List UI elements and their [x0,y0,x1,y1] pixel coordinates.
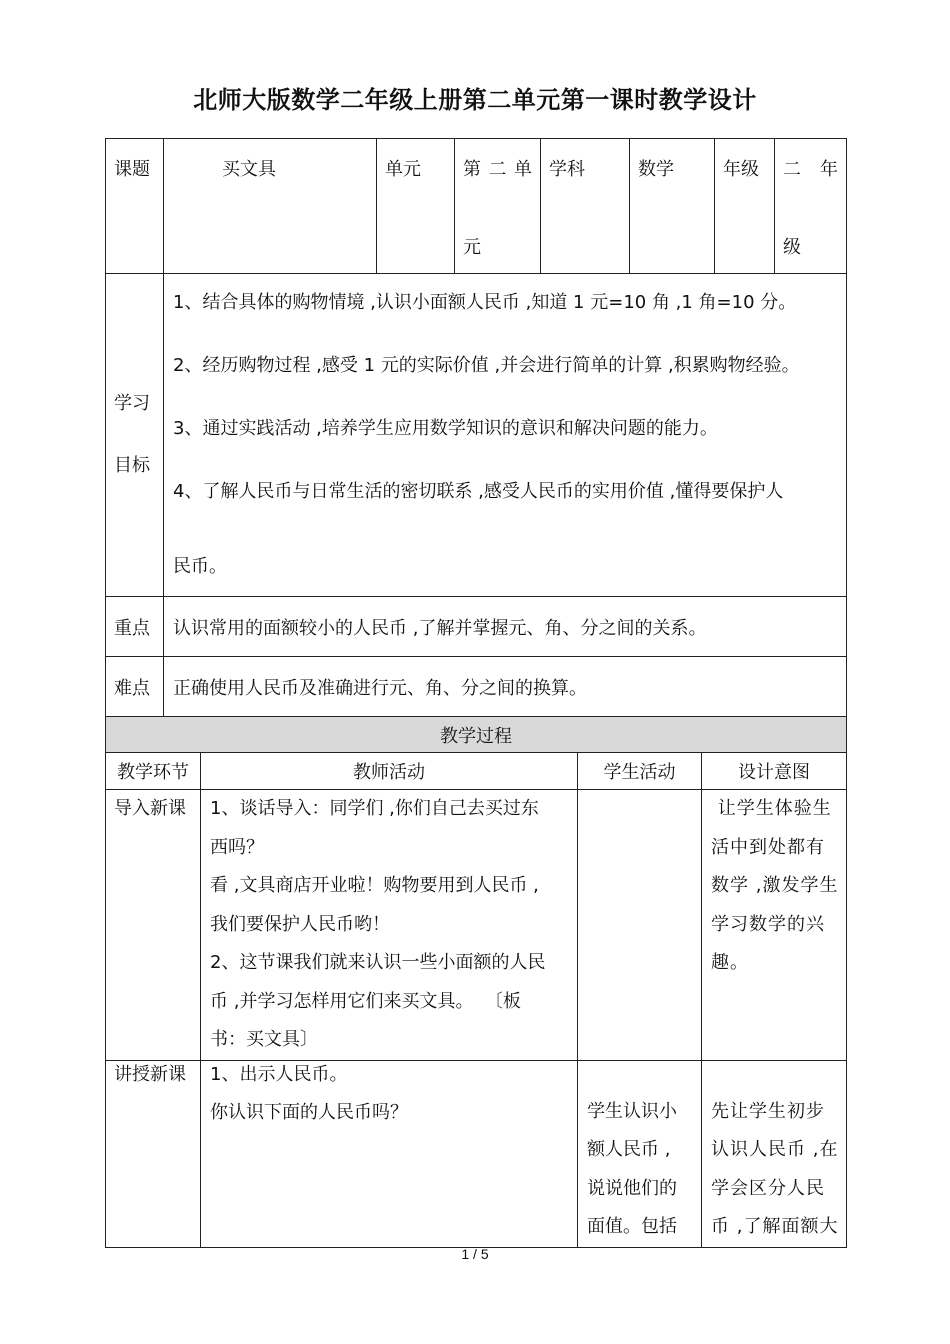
column-header: 设计意图 [702,753,847,790]
design-intent [702,790,846,983]
student-line: 学生认识小 [587,1100,677,1122]
design-intent-cell [702,790,847,1061]
objectives-label-line: 目标 [114,455,150,476]
intent-line: 学习数学的兴 [711,913,825,935]
topic-value-cell [164,139,377,274]
column-header: 教学环节 [106,753,201,790]
document-title: 北师大版数学二年级上册第二单元第一课时教学设计 [193,86,757,114]
teacher-line: 2、这节课我们就来认识一些小面额的人民 [210,952,546,973]
student-activity [578,1061,701,1247]
grade-label: 年级 [723,159,759,180]
table-row [106,1060,847,1247]
key-point-text: 认识常用的面额较小的人民币 ,了解并掌握元、角、分之间的关系。 [173,617,707,639]
unit-value-char: 第 [463,159,481,180]
unit-label: 单元 [385,159,421,180]
teacher-line: 1、谈话导入：同学们 ,你们自己去买过东 [210,798,539,819]
teacher-line: 西吗？ [210,836,264,858]
objectives-label [106,373,163,497]
stage-cell [106,1060,201,1247]
difficulty-text: 正确使用人民币及准确进行元、角、分之间的换算。 [173,677,587,699]
intent-line: 活中到处都有 [711,836,825,858]
column-header: 学生活动 [578,753,702,790]
design-intent [702,1061,846,1247]
unit-value-char: 二 [488,159,507,180]
teacher-line: 1、出示人民币。 [210,1063,348,1085]
intent-line: 币 ,了解面额大 [711,1216,839,1237]
key-point-label-cell [106,597,164,657]
objectives-label-line: 学习 [114,393,150,414]
objectives-label-cell [106,274,164,597]
unit-value-char: 单 [514,159,532,180]
unit-value-line1 [455,139,540,181]
student-activity-cell [578,790,702,1061]
subject-label: 学科 [549,159,585,180]
stage-label: 讲授新课 [114,1063,186,1085]
objectives-list [164,274,846,578]
intent-line: 数学 ,激发学生 [711,875,839,896]
stage-cell [106,790,201,1061]
teacher-activity [201,1061,577,1127]
objective-item: 2、经历购物过程 ,感受 1 元的实际价值 ,并会进行简单的计算 ,积累购物经验。 [173,355,800,376]
page-number: 1 / 5 [461,1246,489,1262]
key-point-cell [164,597,847,657]
subject-label-cell [541,139,630,274]
objective-item: 1、结合具体的购物情境 ,认识小面额人民币 ,知道 1 元=10 角 ,1 角=10 分。 [173,292,797,313]
unit-value-line2: 元 [463,237,481,258]
teacher-line: 我们要保护人民币哟！ [210,913,390,935]
teacher-line: 你认识下面的人民币吗？ [210,1101,408,1123]
student-activity-cell [578,1060,702,1247]
intent-line: 认识人民币 ,在 [711,1139,839,1160]
topic-label: 课题 [114,159,150,180]
unit-value-cell [455,139,541,274]
objectives-cell [164,274,847,597]
intent-line: 趣。 [711,952,749,973]
grade-value-char: 二 [783,159,801,180]
grade-value-line1 [775,139,846,181]
topic-value: 买文具 [222,159,276,180]
teaching-process-table [105,716,847,1248]
key-point-label: 重点 [114,617,150,639]
student-line: 面值。包括 [587,1216,677,1237]
difficulty-label-cell [106,657,164,717]
objective-item: 4、了解人民币与日常生活的密切联系 ,感受人民币的实用价值 ,懂得要保护人 [173,481,784,502]
design-intent-cell [702,1060,847,1247]
process-heading: 教学过程 [106,717,847,753]
stage-label: 导入新课 [114,798,186,819]
grade-value-cell [775,139,847,274]
difficulty-cell [164,657,847,717]
intent-line: 先让学生初步 [711,1100,825,1122]
teacher-activity-cell [201,790,578,1061]
grade-label-cell [715,139,775,274]
topic-label-cell [106,139,164,274]
student-line: 额人民币 , [587,1139,671,1160]
subject-value: 数学 [638,159,674,180]
intent-line: 让学生体验生 [711,798,832,819]
table-row [106,790,847,1061]
grade-value-char: 年 [820,159,838,180]
lesson-info-table [105,138,847,717]
teacher-line: 币 ,并学习怎样用它们来买文具。 〔板 [210,990,521,1012]
teacher-line: 看 ,文具商店开业啦！购物要用到人民币 , [210,875,539,896]
subject-value-cell [630,139,715,274]
teacher-activity [201,790,577,1060]
objective-item: 3、通过实践活动 ,培养学生应用数学知识的意识和解决问题的能力。 [173,418,718,439]
teacher-line: 书：买文具〕 [210,1029,318,1050]
column-header: 教师活动 [201,753,578,790]
grade-value-line2: 级 [783,237,801,258]
student-line: 说说他们的 [587,1177,677,1199]
teacher-activity-cell [201,1060,578,1247]
unit-label-cell [377,139,455,274]
objective-item: 民币。 [173,556,227,577]
difficulty-label: 难点 [114,677,150,699]
intent-line: 学会区分人民 [711,1177,825,1199]
